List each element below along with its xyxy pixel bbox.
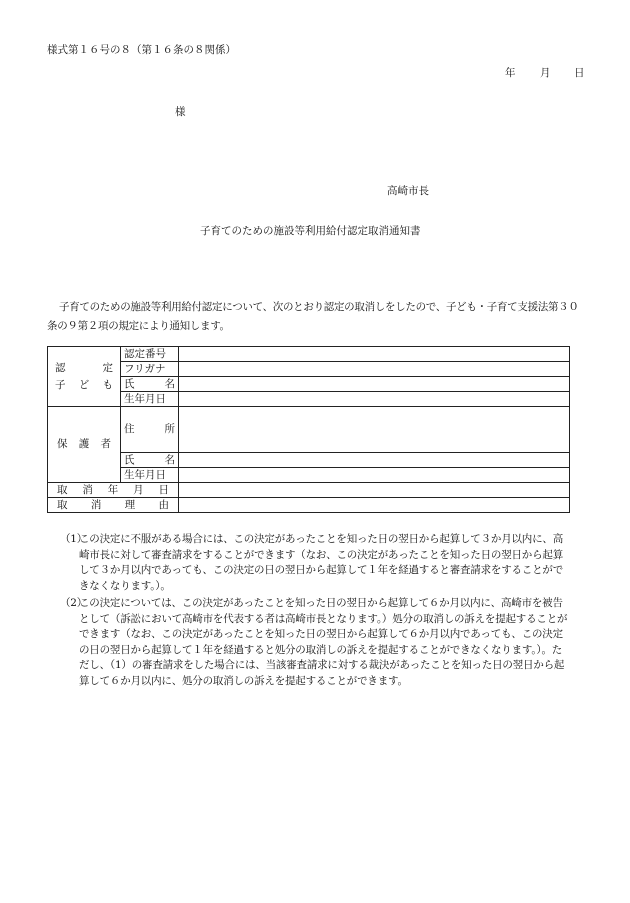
certification-number-field[interactable] — [179, 347, 570, 362]
list-item — [60, 532, 572, 594]
child-birthdate-label: 生年月日 — [121, 392, 179, 407]
revocation-reason-label: 取 消 理 由 — [48, 498, 179, 513]
info-table — [47, 346, 570, 513]
addressee-suffix: 様 — [175, 106, 186, 118]
child-name-field[interactable] — [179, 377, 570, 392]
note-number: （1） — [60, 533, 88, 545]
table-row — [48, 468, 570, 483]
date-year-label: 年 — [505, 67, 516, 79]
table-row — [48, 377, 570, 392]
child-name-label: 氏 名 — [121, 377, 179, 392]
table-row — [48, 453, 570, 468]
guardian-name-field[interactable] — [179, 453, 570, 468]
notes-list — [60, 532, 572, 691]
guardian-group-label: 保 護 者 — [48, 407, 121, 483]
table-row — [48, 483, 570, 498]
body-paragraph: 子育てのための施設等利用給付認定について、次のとおり認定の取消しをしたので、子ども・子育て支援法第３０条の９第２項の規定により通知します。 — [47, 301, 579, 332]
certification-number-label: 認定番号 — [121, 347, 179, 362]
child-birthdate-field[interactable] — [179, 392, 570, 407]
table-row — [48, 392, 570, 407]
date-day-label: 日 — [574, 67, 585, 79]
note-text: この決定については、この決定があったことを知った日の翌日から起算して６か月以内に、高崎市を被告として（訴訟において高崎市を代表する者は高崎市長となります。）処分の取消しの訴えを提起することができます（なお、この決定があったことを知った日の翌日から起算して６か月以内であっても、この決定の日の翌日から起算して１年を経過すると処分の取消しの訴えを提起することができなくなります。）。ただし、（1）の審査請求をした場合には、当該審査請求に対する裁決があったことを知った日の翌日から起算して６か月以内に、処分の取消しの訴えを提起することができます。 — [79, 597, 568, 687]
table-row — [48, 498, 570, 513]
form-number: 様式第１６号の８（第１６条の８関係） — [47, 44, 236, 56]
table-row — [48, 407, 570, 453]
note-text: この決定に不服がある場合には、この決定があったことを知った日の翌日から起算して３か月以内に、高崎市長に対して審査請求をすることができます（なお、この決定があったことを知った日の翌日から起算して３か月以内であっても、この決定の日の翌日から起算して１年を経過すると審査請求をすることができなくなります。）。 — [79, 533, 563, 592]
table-row — [48, 347, 570, 362]
furigana-field[interactable] — [179, 362, 570, 377]
guardian-address-field[interactable] — [179, 407, 570, 453]
guardian-birthdate-field[interactable] — [179, 468, 570, 483]
guardian-name-label: 氏 名 — [121, 453, 179, 468]
revocation-reason-field[interactable] — [179, 498, 570, 513]
document-title: 子育てのための施設等利用給付認定取消通知書 — [200, 225, 421, 237]
issuer: 高崎市長 — [387, 185, 429, 197]
revocation-date-label: 取 消 年 月 日 — [48, 483, 179, 498]
guardian-birthdate-label: 生年月日 — [121, 468, 179, 483]
date-month-label: 月 — [540, 67, 551, 79]
list-item — [60, 596, 572, 689]
table-row — [48, 362, 570, 377]
furigana-label: フリガナ — [121, 362, 179, 377]
note-number: （2） — [60, 597, 88, 609]
revocation-date-field[interactable] — [179, 483, 570, 498]
child-group-label: 認 定 子 ど も — [48, 347, 121, 407]
guardian-address-label: 住 所 — [121, 407, 179, 453]
